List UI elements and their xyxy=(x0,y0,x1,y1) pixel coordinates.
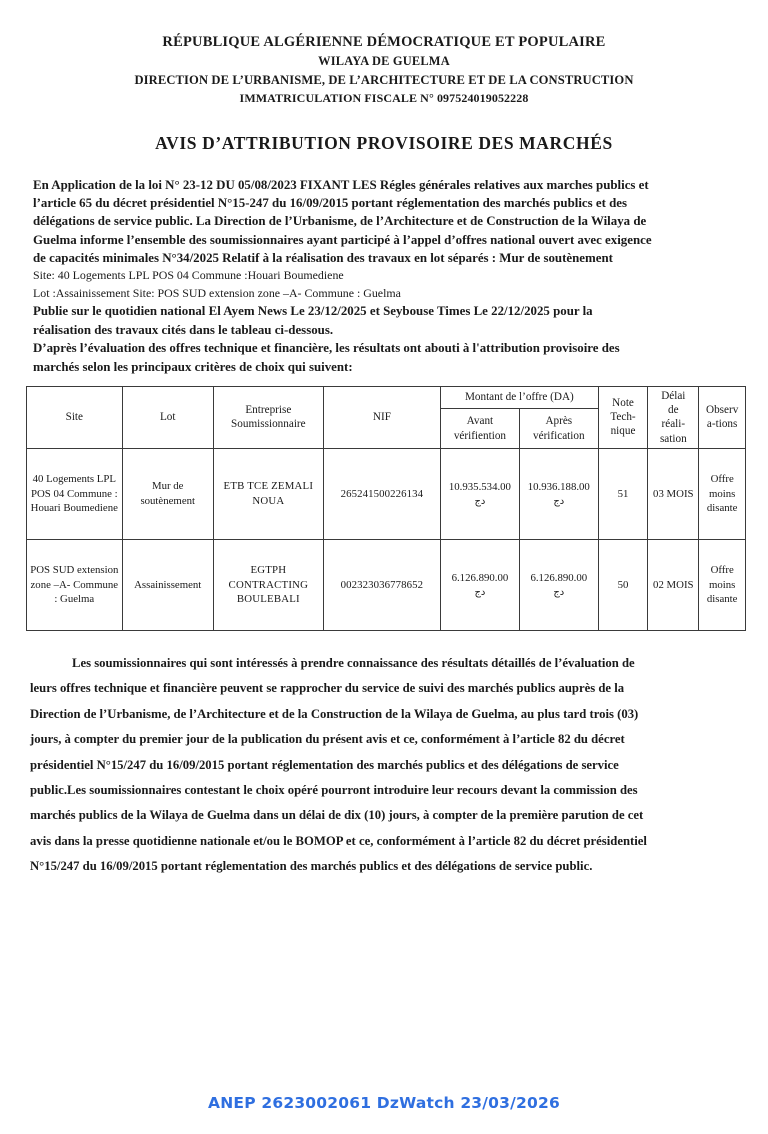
th-note-line2: Tech- xyxy=(610,411,636,424)
th-apres-verification xyxy=(519,409,598,449)
th-nif: NIF xyxy=(323,386,440,448)
th-avant-line2: vérifiention xyxy=(453,429,507,442)
cell-observations: Offre moins disante xyxy=(699,448,746,539)
intro-line-2: l’article 65 du décret présidentiel N°15-247 du 16/09/2015 portant réglementation des marchés publics et des xyxy=(33,196,628,211)
page-title: AVIS D’ATTRIBUTION PROVISOIRE DES MARCHÉS xyxy=(155,132,613,153)
intro-line-6: Publie sur le quotidien national El Ayem News Le 23/12/2025 et Seybouse Times Le 22/12/2025 pour la xyxy=(33,303,593,318)
cell-delai-realisation: 02 MOIS xyxy=(648,539,699,630)
currency-symbol: دج xyxy=(474,495,486,507)
th-site: Site xyxy=(27,386,123,448)
document-header xyxy=(0,0,768,107)
table-body xyxy=(27,448,746,630)
intro-paragraph xyxy=(33,176,738,268)
cell-nif: 002323036778652 xyxy=(323,539,440,630)
amount-value: 6.126.890.00 xyxy=(451,571,509,584)
th-note-technique xyxy=(598,386,648,448)
amount-value: 10.936.188.00 xyxy=(527,480,590,493)
amount-value: 10.935.534.00 xyxy=(448,480,511,493)
closing-line-5: présidentiel N°15/247 du 16/09/2015 portant réglementation des marchés publics et des délégations de service xyxy=(30,757,619,772)
th-apres-line1: Après xyxy=(545,415,573,428)
cell-avant-verification xyxy=(440,448,519,539)
cell-note-technique: 51 xyxy=(598,448,648,539)
closing-line-4: jours, à compter du premier jour de la publication du présent avis et ce, conformément à l’article 82 du décret xyxy=(30,732,625,747)
anep-reference-footer: ANEP 2623002061 DzWatch 23/03/2026 xyxy=(208,1094,560,1112)
closing-line-8: avis dans la presse quotidienne nationale et/ou le BOMOP et ce, conformément à l’article 82 du décret présidentiel xyxy=(30,833,647,848)
cell-site: POS SUD extension zone –A- Commune : Guelma xyxy=(27,539,123,630)
results-table-wrapper xyxy=(26,386,746,631)
intro-line-1: En Application de la loi N° 23-12 DU 05/08/2023 FIXANT LES Régles générales relatives aux marches publics et xyxy=(33,177,649,192)
table-row xyxy=(27,448,746,539)
header-republic-line: RÉPUBLIQUE ALGÉRIENNE DÉMOCRATIQUE ET POPULAIRE xyxy=(162,34,606,50)
closing-line-1: Les soumissionnaires qui sont intéressés à prendre connaissance des résultats détaillés de l’évaluation de xyxy=(72,655,635,670)
th-entreprise xyxy=(213,386,323,448)
currency-symbol: دج xyxy=(553,586,565,598)
currency-symbol: دج xyxy=(553,495,565,507)
cell-observations: Offre moins disante xyxy=(699,539,746,630)
th-avant-verification xyxy=(440,409,519,449)
th-avant-line1: Avant xyxy=(466,415,494,428)
th-observations-line2: a-tions xyxy=(706,418,738,431)
header-direction-line: DIRECTION DE L’URBANISME, DE L’ARCHITECTURE ET DE LA CONSTRUCTION xyxy=(134,72,634,87)
th-entreprise-line2: Soumissionnaire xyxy=(231,418,306,431)
closing-line-9: N°15/247 du 16/09/2015 portant réglementation des marchés publics et des délégations de service public. xyxy=(30,859,593,874)
table-header-row-1 xyxy=(27,386,746,409)
th-delai-line1: Délai xyxy=(661,389,686,402)
th-montant-group: Montant de l’offre (DA) xyxy=(440,386,598,409)
closing-line-3: Direction de l’Urbanisme, de l’Architecture et de la Construction de la Wilaya de Guelma, au plus tard trois (03) xyxy=(30,706,639,721)
cell-apres-verification xyxy=(519,448,598,539)
th-lot: Lot xyxy=(122,386,213,448)
currency-symbol: دج xyxy=(474,586,486,598)
amount-value: 6.126.890.00 xyxy=(530,571,588,584)
th-note-line3: nique xyxy=(610,425,636,438)
closing-line-2: leurs offres technique et financière peuvent se rapprocher du service de suivi des marchés publics auprès de la xyxy=(30,681,625,696)
header-wilaya-line: WILAYA DE GUELMA xyxy=(318,53,450,68)
closing-line-7: marchés publics de la Wilaya de Guelma dans un délai de dix (10) jours, à compter de la première parution de cet xyxy=(30,808,644,823)
intro-line-4: Guelma informe l’ensemble des soumissionnaires ayant participé à l’appel d’offres national ouvert avec exigence xyxy=(33,232,652,247)
intro-site-line: Site: 40 Logements LPL POS 04 Commune :Houari Boumediene xyxy=(33,268,344,283)
cell-nif: 265241500226134 xyxy=(323,448,440,539)
intro-line-3: délégations de service public. La Direction de l’Urbanisme, de l’Architecture et de Construction de la Wilaya de xyxy=(33,214,647,229)
intro-line-9: marchés selon les principaux critères de choix qui suivent: xyxy=(33,359,353,374)
th-entreprise-line1: Entreprise xyxy=(245,404,292,416)
cell-lot: Assainissement xyxy=(122,539,213,630)
table-head xyxy=(27,386,746,448)
th-note-line1: Note xyxy=(612,396,634,409)
intro-line-8: D’après l’évaluation des offres technique et financière, les résultats ont abouti à l'attribution provisoire des xyxy=(33,341,620,356)
cell-note-technique: 50 xyxy=(598,539,648,630)
intro-line-7: réalisation des travaux cités dans le tableau ci-dessous. xyxy=(33,322,334,337)
cell-avant-verification xyxy=(440,539,519,630)
cell-apres-verification xyxy=(519,539,598,630)
intro-line-5: de capacités minimales N°34/2025 Relatif à la réalisation des travaux en lot séparés : Mur de soutènement xyxy=(33,251,613,266)
th-observations-line1: Observ xyxy=(706,404,739,416)
th-apres-line2: vérification xyxy=(533,429,585,442)
th-delai-line2: de xyxy=(668,404,679,416)
cell-site: 40 Logements LPL POS 04 Commune : Houari Boumediene xyxy=(27,448,123,539)
th-observations xyxy=(699,386,746,448)
cell-entreprise: ETB TCE ZEMALI NOUA xyxy=(213,448,323,539)
th-delai-line3: réali- xyxy=(661,418,686,431)
header-fiscal-id-line: IMMATRICULATION FISCALE N° 097524019052228 xyxy=(239,90,529,105)
cell-entreprise: EGTPH CONTRACTING BOULEBALI xyxy=(213,539,323,630)
bid-results-table xyxy=(26,386,746,631)
closing-line-6: public.Les soumissionnaires contestant le choix opéré pourront introduire leur recours devant la commission des xyxy=(30,783,638,798)
cell-lot: Mur de soutènement xyxy=(122,448,213,539)
intro-publication-paragraph xyxy=(33,302,738,377)
th-delai-realisation xyxy=(648,386,699,448)
closing-paragraph xyxy=(30,651,740,880)
table-row xyxy=(27,539,746,630)
cell-delai-realisation: 03 MOIS xyxy=(648,448,699,539)
intro-lot-line: Lot :Assainissement Site: POS SUD extension zone –A- Commune : Guelma xyxy=(33,285,401,300)
th-delai-line4: sation xyxy=(659,432,687,445)
